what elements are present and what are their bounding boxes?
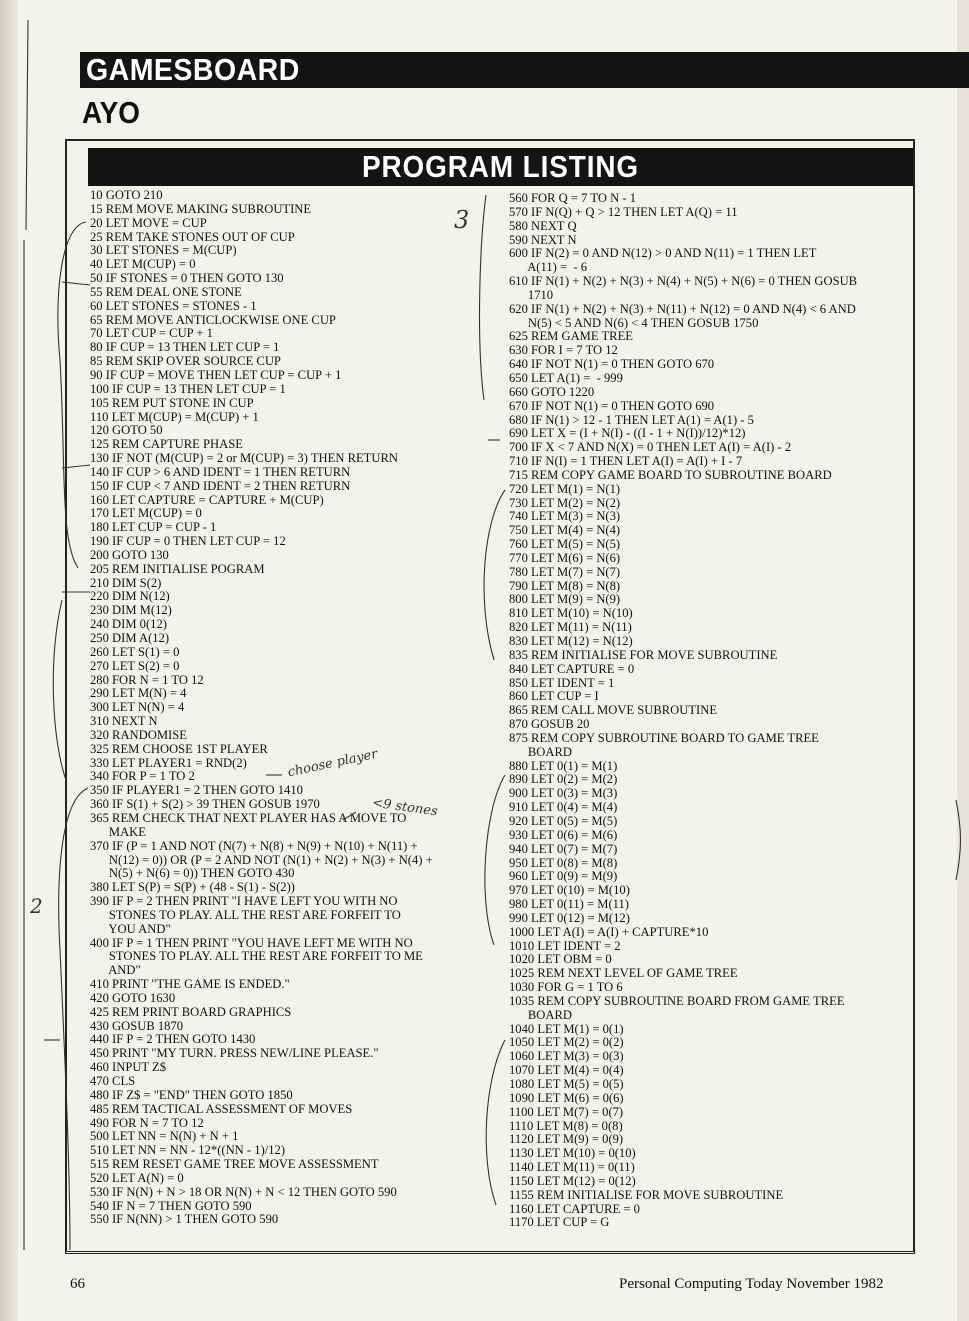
code-line: 470 CLS — [90, 1074, 136, 1088]
code-line: 1100 LET M(7) = 0(7) — [509, 1104, 624, 1119]
annotation-stones: <9 stones — [371, 795, 439, 820]
code-line: 710 IF N(I) = 1 THEN LET A(I) = A(I) + I - 7 — [509, 454, 743, 469]
pencil-margin-rule — [24, 20, 28, 1250]
code-line: 425 REM PRINT BOARD GRAPHICS — [90, 1004, 292, 1019]
code-line: 15 REM MOVE MAKING SUBROUTINE — [90, 201, 312, 216]
code-line: 1130 LET M(10) = 0(10) — [509, 1146, 636, 1161]
code-line: A(11) = - 6 — [509, 260, 587, 275]
code-line: 25 REM TAKE STONES OUT OF CUP — [90, 229, 295, 244]
code-line: 1170 LET CUP = G — [509, 1215, 610, 1230]
code-line: MAKE — [90, 824, 146, 839]
code-line: 350 IF PLAYER1 = 2 THEN GOTO 1410 — [90, 783, 303, 798]
code-line: 170 LET M(CUP) = 0 — [90, 506, 202, 521]
code-line: 190 IF CUP = 0 THEN LET CUP = 12 — [90, 534, 286, 549]
code-line: 220 DIM N(12) — [90, 589, 170, 604]
code-line: 1110 LET M(8) = 0(8) — [509, 1118, 623, 1133]
code-line: 270 LET S(2) = 0 — [90, 658, 180, 673]
code-line: 780 LET M(7) = N(7) — [509, 564, 621, 579]
annotation-choose-player: choose player — [286, 746, 379, 781]
code-line: 550 IF N(NN) > 1 THEN GOTO 590 — [90, 1212, 279, 1227]
code-line: 365 REM CHECK THAT NEXT PLAYER HAS A MOVE TO — [90, 810, 407, 825]
code-line: 850 LET IDENT = 1 — [509, 675, 615, 690]
code-line: 820 LET M(11) = N(11) — [509, 620, 632, 635]
code-line: 205 REM INITIALISE POGRAM — [90, 561, 265, 576]
code-line: 730 LET M(2) = N(2) — [509, 495, 621, 510]
code-line: 480 IF Z$ = "END" THEN GOTO 1850 — [90, 1087, 293, 1102]
code-line: 640 IF NOT N(1) = 0 THEN GOTO 670 — [509, 357, 715, 372]
footer-credit: Personal Computing Today November 1982 — [619, 1276, 884, 1292]
code-line: 1090 LET M(6) = 0(6) — [509, 1090, 624, 1105]
code-line: 600 IF N(2) = 0 AND N(12) > 0 AND N(11) = 1 THEN LET — [509, 246, 817, 261]
code-line: 1080 LET M(5) = 0(5) — [509, 1077, 624, 1091]
code-line: 970 LET 0(10) = M(10) — [509, 883, 630, 898]
code-line: 920 LET 0(5) = M(5) — [509, 813, 618, 828]
code-line: 790 LET M(8) = N(8) — [509, 578, 621, 593]
code-line: 65 REM MOVE ANTICLOCKWISE ONE CUP — [90, 312, 336, 327]
code-line: 380 LET S(P) = S(P) + (48 - S(1) - S(2)) — [90, 880, 295, 895]
code-line: 340 FOR P = 1 TO 2 — [90, 769, 195, 784]
code-line: 515 REM RESET GAME TREE MOVE ASSESSMENT — [90, 1157, 379, 1172]
code-line: 1140 LET M(11) = 0(11) — [509, 1160, 635, 1175]
code-line: 160 LET CAPTURE = CAPTURE + M(CUP) — [90, 492, 324, 507]
code-line: 1035 REM COPY SUBROUTINE BOARD FROM GAME TREE — [509, 993, 845, 1008]
code-line: 100 IF CUP = 13 THEN LET CUP = 1 — [90, 381, 286, 396]
code-line: 400 IF P = 1 THEN PRINT "YOU HAVE LEFT ME WITH NO — [90, 935, 413, 950]
code-line: 50 IF STONES = 0 THEN GOTO 130 — [90, 271, 284, 286]
facing-page-edge — [957, 0, 969, 1321]
code-line: 60 LET STONES = STONES - 1 — [90, 298, 257, 313]
code-line: 570 IF N(Q) + Q > 12 THEN LET A(Q) = 11 — [509, 204, 738, 219]
code-line: 500 LET NN = N(N) + N + 1 — [90, 1129, 239, 1144]
code-line: 960 LET 0(9) = M(9) — [509, 869, 618, 884]
code-line: 450 PRINT "MY TURN. PRESS NEW/LINE PLEASE." — [90, 1046, 379, 1061]
code-line: 360 IF S(1) + S(2) > 39 THEN GOSUB 1970 — [90, 797, 320, 812]
annotation-three: 3 — [454, 206, 470, 234]
code-line: 720 LET M(1) = N(1) — [509, 481, 621, 496]
code-line: 200 GOTO 130 — [90, 547, 169, 562]
code-line: 620 IF N(1) + N(2) + N(3) + N(11) + N(12) = 0 AND N(4) < 6 AND — [509, 301, 856, 316]
code-line: BOARD — [509, 1007, 572, 1022]
code-line: 325 REM CHOOSE 1ST PLAYER — [90, 741, 268, 756]
code-line: 800 LET M(9) = N(9) — [509, 592, 621, 607]
code-line: 430 GOSUB 1870 — [90, 1018, 184, 1033]
code-line: 1070 LET M(4) = 0(4) — [509, 1063, 624, 1078]
code-line: 630 FOR I = 7 TO 12 — [509, 343, 618, 358]
code-line: AND" — [90, 963, 141, 978]
code-line: 840 LET CAPTURE = 0 — [509, 661, 635, 676]
code-line: 30 LET STONES = M(CUP) — [90, 243, 237, 258]
code-line: 760 LET M(5) = N(5) — [509, 537, 621, 552]
code-line: 1020 LET OBM = 0 — [509, 952, 612, 967]
code-line: STONES TO PLAY. ALL THE REST ARE FORFEIT TO — [90, 907, 401, 922]
code-line: 510 LET NN = NN - 12*((NN - 1)/12) — [90, 1143, 286, 1158]
code-line: 40 LET M(CUP) = 0 — [90, 257, 196, 272]
code-line: N(5) + N(6) = 0)) THEN GOTO 430 — [90, 866, 295, 881]
code-line: 930 LET 0(6) = M(6) — [509, 827, 618, 842]
code-line: YOU AND" — [90, 921, 171, 936]
listing-left-column — [90, 189, 433, 1227]
code-line: 875 REM COPY SUBROUTINE BOARD TO GAME TREE — [509, 730, 819, 745]
code-line: 650 LET A(1) = - 999 — [509, 370, 623, 385]
annotation-two: 2 — [30, 894, 43, 918]
code-line: 530 IF N(N) + N > 18 OR N(N) + N < 12 THEN GOTO 590 — [90, 1184, 397, 1199]
code-line: 540 IF N = 7 THEN GOTO 590 — [90, 1198, 252, 1213]
code-line: N(5) < 5 AND N(6) < 4 THEN GOSUB 1750 — [509, 315, 759, 330]
code-line: 180 LET CUP = CUP - 1 — [90, 520, 217, 535]
code-line: 125 REM CAPTURE PHASE — [90, 437, 243, 452]
code-line: 950 LET 0(8) = M(8) — [509, 855, 618, 870]
code-line: 1030 FOR G = 1 TO 6 — [509, 980, 623, 995]
code-line: 670 IF NOT N(1) = 0 THEN GOTO 690 — [509, 398, 715, 413]
code-line: 10 GOTO 210 — [90, 188, 163, 202]
code-line: 1060 LET M(3) = 0(3) — [509, 1049, 624, 1064]
code-line: 625 REM GAME TREE — [509, 329, 633, 344]
code-line: 900 LET 0(3) = M(3) — [509, 786, 618, 801]
code-line: 1150 LET M(12) = 0(12) — [509, 1173, 636, 1188]
code-line: 330 LET PLAYER1 = RND(2) — [90, 755, 247, 770]
code-line: 740 LET M(3) = N(3) — [509, 509, 621, 524]
code-line: 420 GOTO 1630 — [90, 990, 176, 1005]
code-line: 835 REM INITIALISE FOR MOVE SUBROUTINE — [509, 647, 778, 662]
code-line: 715 REM COPY GAME BOARD TO SUBROUTINE BOARD — [509, 467, 832, 482]
code-line: 320 RANDOMISE — [90, 727, 187, 742]
page-number: 66 — [70, 1276, 85, 1292]
code-line: 240 DIM 0(12) — [90, 617, 167, 632]
masthead-title: GAMESBOARD — [86, 52, 300, 87]
code-line: 55 REM DEAL ONE STONE — [90, 284, 242, 299]
code-line: BOARD — [509, 744, 572, 759]
code-line: 410 PRINT "THE GAME IS ENDED." — [90, 977, 290, 992]
code-line: 390 IF P = 2 THEN PRINT "I HAVE LEFT YOU WITH NO — [90, 894, 398, 909]
code-line: 750 LET M(4) = N(4) — [509, 523, 621, 538]
code-line: 130 IF NOT (M(CUP) = 2 or M(CUP) = 3) THEN RETURN — [90, 451, 398, 466]
code-line: 880 LET 0(1) = M(1) — [509, 758, 618, 773]
listing-banner-title: PROGRAM LISTING — [361, 149, 640, 184]
listing-right-column — [509, 192, 857, 1230]
code-line: 865 REM CALL MOVE SUBROUTINE — [509, 703, 718, 718]
code-line: 990 LET 0(12) = M(12) — [509, 910, 630, 925]
code-line: 490 FOR N = 7 TO 12 — [90, 1115, 204, 1130]
code-line: 1120 LET M(9) = 0(9) — [509, 1132, 624, 1147]
code-line: 830 LET M(12) = N(12) — [509, 634, 633, 648]
code-line: 210 DIM S(2) — [90, 575, 162, 590]
code-line: 280 FOR N = 1 TO 12 — [90, 672, 204, 687]
code-line: 1160 LET CAPTURE = 0 — [509, 1201, 640, 1216]
code-line: 120 GOTO 50 — [90, 423, 163, 438]
code-line: 90 IF CUP = MOVE THEN LET CUP = CUP + 1 — [90, 367, 342, 382]
code-line: 1040 LET M(1) = 0(1) — [509, 1021, 624, 1036]
code-line: 150 IF CUP < 7 AND IDENT = 2 THEN RETURN — [90, 478, 351, 493]
code-line: 80 IF CUP = 13 THEN LET CUP = 1 — [90, 340, 280, 355]
code-line: 580 NEXT Q — [509, 218, 577, 233]
listing-banner — [88, 148, 913, 186]
code-line: 1155 REM INITIALISE FOR MOVE SUBROUTINE — [509, 1187, 784, 1202]
code-line: 560 FOR Q = 7 TO N - 1 — [509, 191, 636, 205]
code-line: 370 IF (P = 1 AND NOT (N(7) + N(8) + N(9) + N(10) + N(11) + — [90, 838, 418, 853]
code-line: 140 IF CUP > 6 AND IDENT = 1 THEN RETURN — [90, 464, 351, 479]
code-line: 485 REM TACTICAL ASSESSMENT OF MOVES — [90, 1101, 353, 1116]
code-line: 20 LET MOVE = CUP — [90, 215, 207, 230]
code-line: 700 IF X < 7 AND N(X) = 0 THEN LET A(I) = A(I) - 2 — [509, 440, 792, 455]
code-line: 1025 REM NEXT LEVEL OF GAME TREE — [509, 966, 738, 981]
code-line: 680 IF N(1) > 12 - 1 THEN LET A(1) = A(1) - 5 — [509, 412, 754, 427]
code-line: 940 LET 0(7) = M(7) — [509, 841, 618, 856]
code-line: 520 LET A(N) = 0 — [90, 1170, 184, 1185]
code-line: N(12) = 0)) OR (P = 2 AND NOT (N(1) + N(2) + N(3) + N(4) + — [90, 852, 433, 867]
code-line: 70 LET CUP = CUP + 1 — [90, 326, 213, 341]
code-line: 910 LET 0(4) = M(4) — [509, 800, 618, 815]
article-title: AYO — [82, 95, 140, 130]
code-line: 870 GOSUB 20 — [509, 717, 590, 732]
code-line: 460 INPUT Z$ — [90, 1060, 167, 1075]
code-line: 690 LET X = (I + N(I) - ((I - 1 + N(I))/12)*12) — [509, 426, 746, 441]
code-line: 85 REM SKIP OVER SOURCE CUP — [90, 354, 281, 369]
code-line: 980 LET 0(11) = M(11) — [509, 897, 629, 912]
code-line: 110 LET M(CUP) = M(CUP) + 1 — [90, 409, 259, 424]
code-line: 890 LET 0(2) = M(2) — [509, 772, 618, 787]
code-line: 1010 LET IDENT = 2 — [509, 938, 621, 953]
code-line: 1000 LET A(I) = A(I) + CAPTURE*10 — [509, 924, 709, 939]
code-line: 610 IF N(1) + N(2) + N(3) + N(4) + N(5) + N(6) = 0 THEN GOSUB — [509, 274, 858, 289]
code-line: 230 DIM M(12) — [90, 603, 172, 618]
code-line: 660 GOTO 1220 — [509, 384, 595, 399]
page-binding-shadow — [0, 0, 18, 1321]
code-line: 810 LET M(10) = N(10) — [509, 606, 633, 621]
code-line: 1710 — [509, 287, 554, 302]
code-line: 260 LET S(1) = 0 — [90, 644, 180, 659]
code-line: 290 LET M(N) = 4 — [90, 686, 187, 701]
code-line: 310 NEXT N — [90, 714, 158, 729]
code-line: 770 LET M(6) = N(6) — [509, 550, 621, 565]
code-line: 860 LET CUP = I — [509, 689, 599, 704]
code-line: 300 LET N(N) = 4 — [90, 700, 185, 715]
code-line: 1050 LET M(2) = 0(2) — [509, 1035, 624, 1050]
code-line: 440 IF P = 2 THEN GOTO 1430 — [90, 1032, 256, 1047]
code-line: 250 DIM A(12) — [90, 631, 170, 645]
code-line: 105 REM PUT STONE IN CUP — [90, 395, 254, 410]
code-line: STONES TO PLAY. ALL THE REST ARE FORFEIT TO ME — [90, 949, 423, 964]
section-masthead — [80, 52, 969, 88]
code-line: 590 NEXT N — [509, 232, 577, 247]
